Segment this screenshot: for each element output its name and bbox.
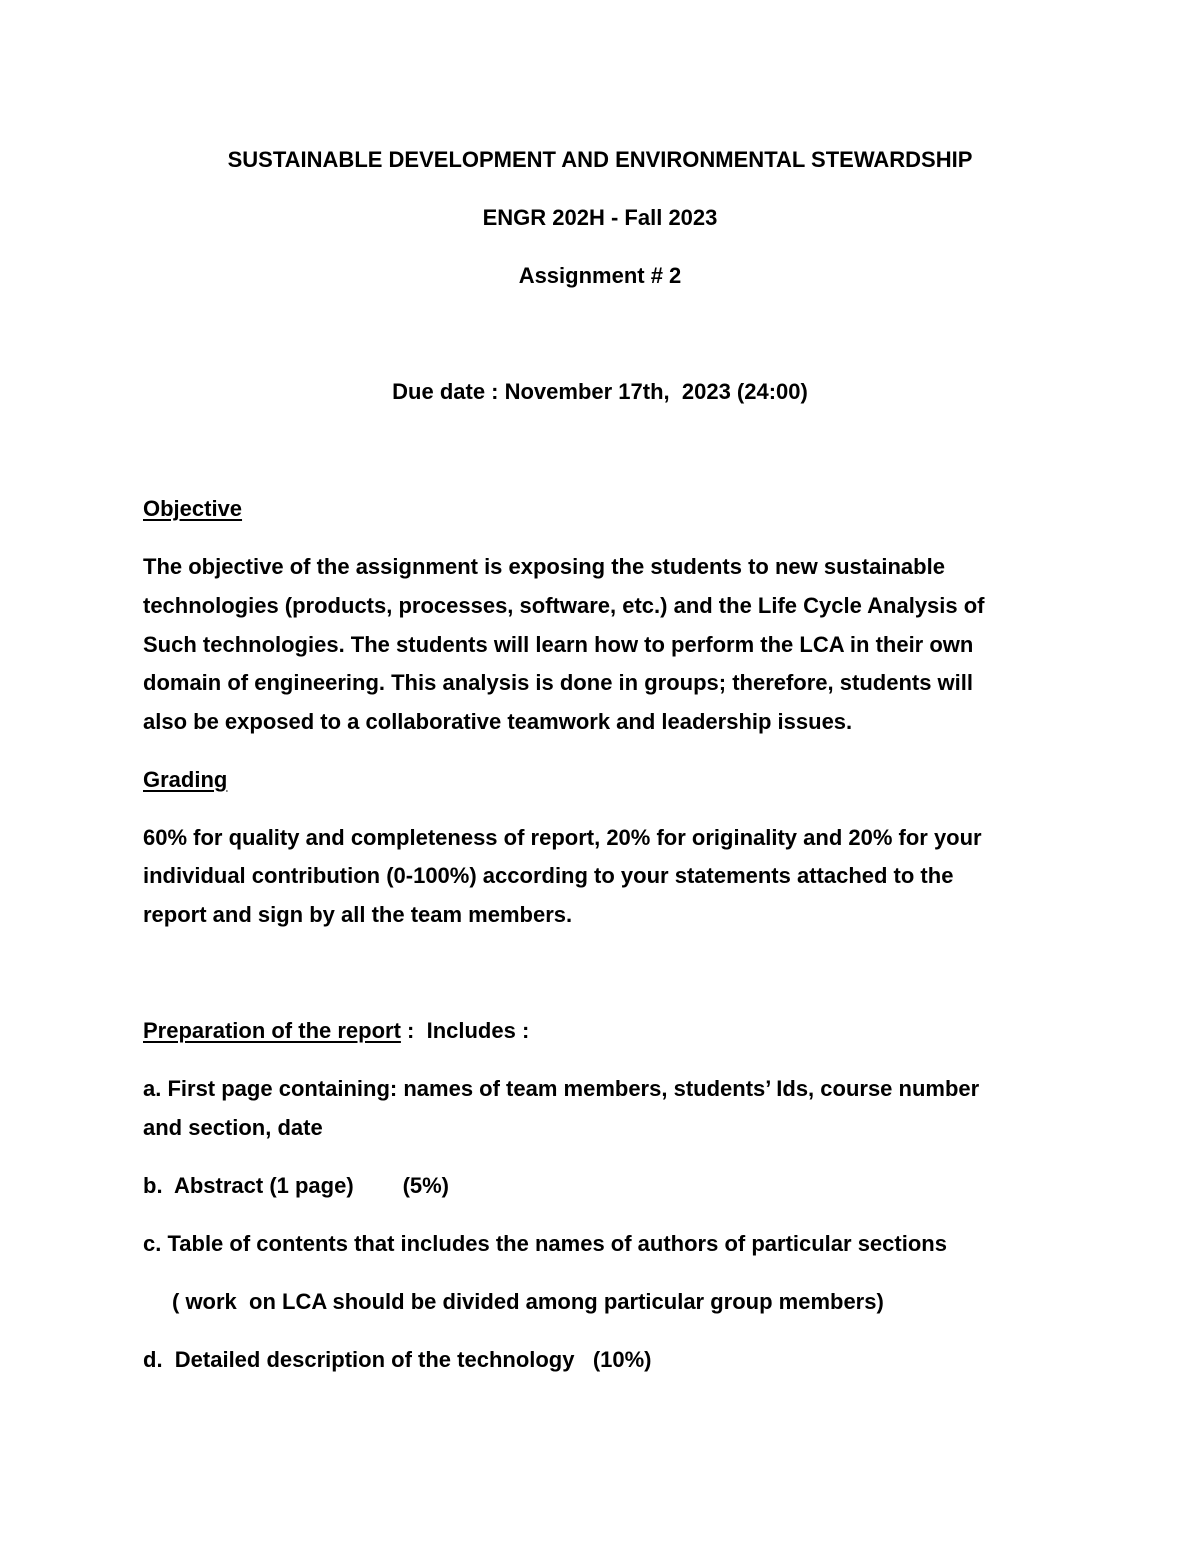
- due-date: Due date : November 17th, 2023 (24:00): [392, 379, 808, 404]
- objective-line: technologies (products, processes, software, etc.) and the Life Cycle Analysis of: [143, 593, 985, 618]
- document-title: SUSTAINABLE DEVELOPMENT AND ENVIRONMENTAL STEWARDSHIP: [227, 147, 973, 172]
- objective-line: domain of engineering. This analysis is done in groups; therefore, students will: [143, 670, 974, 695]
- objective-line: Such technologies. The students will learn how to perform the LCA in their own: [143, 632, 974, 657]
- objective-line: also be exposed to a collaborative teamwork and leadership issues.: [143, 709, 853, 734]
- preparation-heading-suffix: : Includes :: [400, 1018, 530, 1043]
- item-c: c. Table of contents that includes the names of authors of particular sections: [143, 1231, 947, 1256]
- objective-heading: Objective: [143, 496, 243, 521]
- grading-line: 60% for quality and completeness of report, 20% for originality and 20% for your: [143, 825, 982, 850]
- item-a-line2: and section, date: [143, 1115, 323, 1140]
- objective-line: The objective of the assignment is exposing the students to new sustainable: [143, 554, 945, 579]
- grading-line: individual contribution (0-100%) according to your statements attached to the: [143, 863, 954, 888]
- course-line: ENGR 202H - Fall 2023: [482, 205, 718, 230]
- item-b: b. Abstract (1 page) (5%): [143, 1173, 450, 1198]
- item-a-line1: a. First page containing: names of team members, students’ Ids, course number: [143, 1076, 980, 1101]
- assignment-number: Assignment # 2: [518, 263, 682, 288]
- item-c-note: ( work on LCA should be divided among particular group members): [172, 1289, 884, 1314]
- preparation-heading-line: [143, 1017, 529, 1045]
- grading-heading: Grading: [143, 767, 228, 792]
- grading-line: report and sign by all the team members.: [143, 902, 573, 927]
- item-d: d. Detailed description of the technology (10%): [143, 1347, 652, 1372]
- preparation-heading: Preparation of the report: [143, 1018, 401, 1043]
